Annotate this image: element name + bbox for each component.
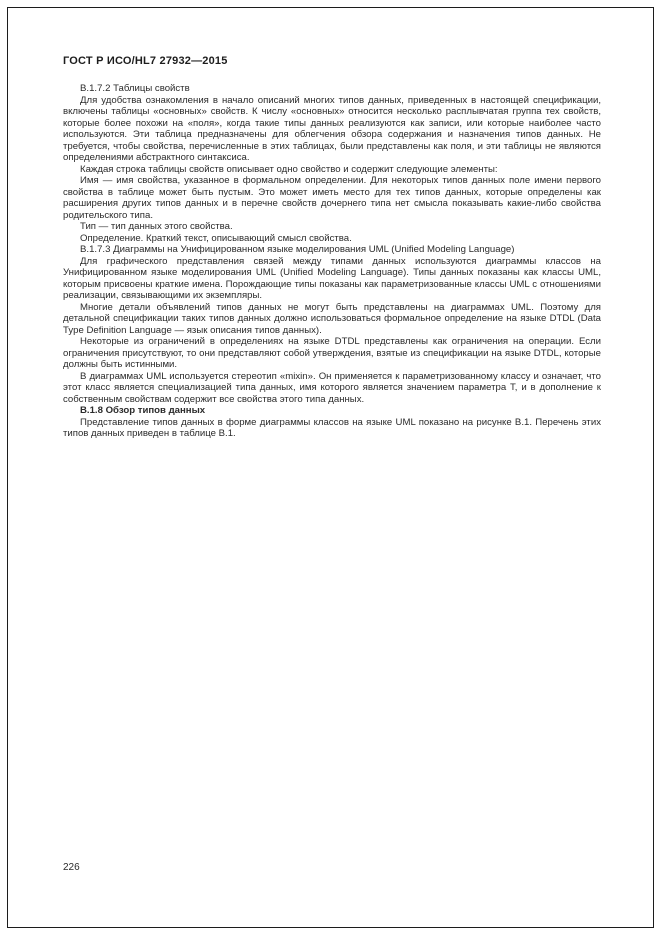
paragraph-uml-diagrams: Для графического представления связей между типами данных используются диаграммы классов на Унифицированном языке моделирования UML (Unified Modeling Language). Типы данных показаны как классы UML, которым присвоены краткие имена. Порождающие типы показаны как параметризованные классы UML с отношениями реализации, связывающими их экземпляры. [63,255,601,301]
paragraph-definition-element: Определение. Краткий текст, описывающий смысл свойства. [80,232,352,244]
paragraph-dtdl-definition: Многие детали объявлений типов данных не могут быть представлены на диаграммах UML. Поэтому для детальной спецификации таких типов данных должно использоваться формальное определение на языке DTDL (Data Type Definition Language — язык описания типов данных). [63,301,601,336]
page-number: 226 [63,862,80,873]
paragraph-type-element: Тип — тип данных этого свойства. [80,221,233,232]
paragraph-dtdl-constraints: Некоторые из ограничений в определениях на языке DTDL представлены как ограничения на операции. Если ограничения присутствуют, то они представляют собой утверждения, взятые из спецификации на языке DTDL, которые должны быть истинными. [63,336,601,370]
section-heading-b-1-8: В.1.8 Обзор типов данных [80,405,206,416]
paragraph-datatypes-overview: Представление типов данных в форме диаграммы классов на языке UML показано на рисунке В.1. Перечень этих типов данных приведен в таблице В.1. [63,416,601,439]
paragraph-mixin-stereotype: В диаграммах UML используется стереотип «mixin». Он применяется к параметризованному классу и означает, что этот класс является специализацией типа данных, имя которого является значением параметра Т, и в дополнение к собственным свойствам содержит все свойства этого типа данных. [63,370,601,405]
paragraph-property-tables-intro: Для удобства ознакомления в начало описаний многих типов данных, приведенных в настоящей спецификации, включены таблицы «основных» свойств. К числу «основных» относится несколько расплывчатая группа тех свойств, которые более похожи на «поля», когда такие типы данных реализуются как записи, или которые наиболее часто используются. Эти таблица предназначены для облегчения обзора содержания и назначения типов данных. Не требуется, чтобы свойства, перечисленные в этих таблицах, были представлены как поля, и эти таблицы не являются определениями абстрактного синтаксиса. [63,94,601,163]
section-heading-b-1-7-3: В.1.7.3 Диаграммы на Унифицированном языке моделирования UML (Unified Modeling Language) [80,244,515,255]
paragraph-name-element: Имя — имя свойства, указанное в формальном определении. Для некоторых типов данных поле имени первого свойства в таблице может быть пустым. Это может иметь место для тех типов данных, которые определены как расширения других типов данных и в перечне свойств дочернего типа нет смысла показывать какие-либо свойства родительского типа. [63,175,601,221]
section-heading-b-1-7-2: В.1.7.2 Таблицы свойств [80,83,190,94]
document-header: ГОСТ Р ИСО/HL7 27932—2015 [63,55,228,67]
document-body [63,83,601,440]
paragraph-row-description: Каждая строка таблицы свойств описывает одно свойство и содержит следующие элементы: [80,163,498,175]
